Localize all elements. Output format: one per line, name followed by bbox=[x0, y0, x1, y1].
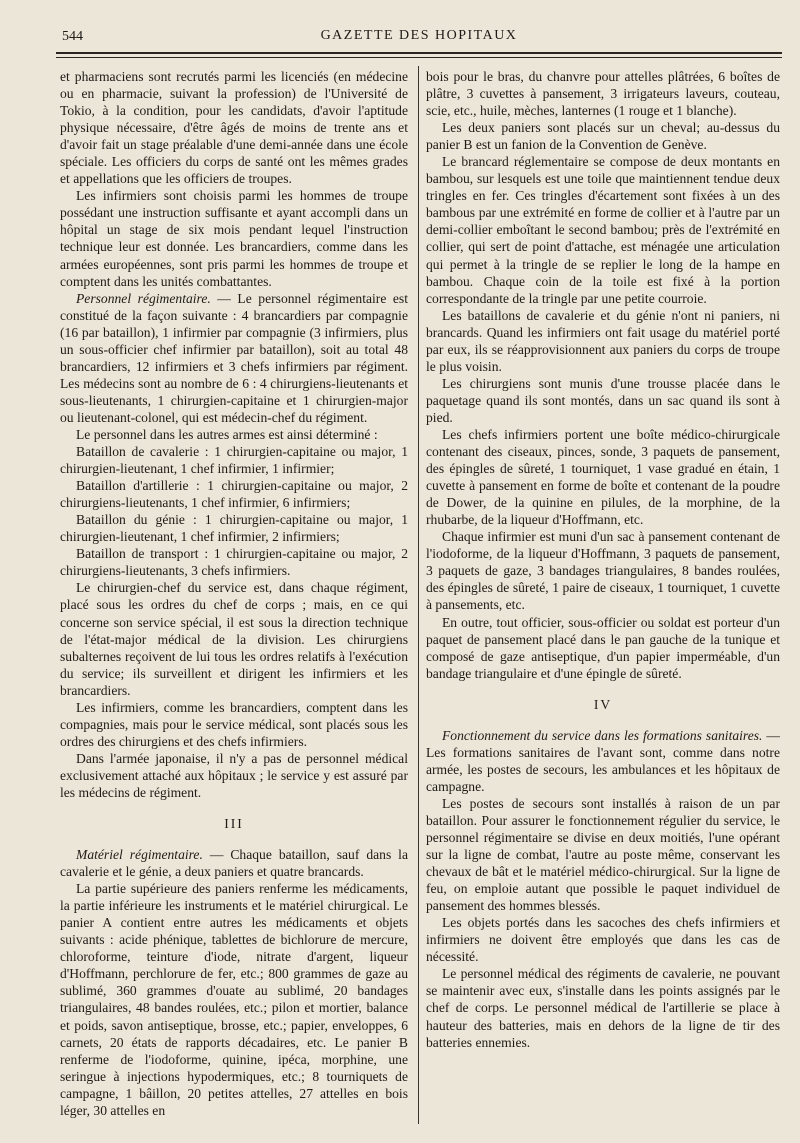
paragraph bbox=[60, 846, 408, 880]
paragraph: Bataillon de transport : 1 chirurgien-capitaine ou major, 2 chirurgiens-lieutenants, 3 chefs infirmiers. bbox=[60, 546, 408, 579]
header-rule-thick bbox=[56, 52, 782, 54]
paragraph: Bataillon de cavalerie : 1 chirurgien-capitaine ou major, 1 chirurgien-lieutenant, 1 chef infirmier, 1 infirmier; bbox=[60, 444, 408, 477]
paragraph: Le personnel dans les autres armes est ainsi déterminé : bbox=[76, 426, 378, 442]
journal-title: GAZETTE DES HOPITAUX bbox=[320, 28, 518, 43]
paragraph: Les chirurgiens sont munis d'une trousse placée dans le paquetage quand ils sont montés, dans un sac quand ils sont à pied. bbox=[426, 375, 780, 425]
section-number: III bbox=[224, 816, 244, 832]
paragraph-text: — Le personnel régimentaire est constitué de la façon suivante : 4 brancardiers par compagnie (16 par bataillon), 1 infirmier par compagnie (3 infirmiers, plus un sous-officier chef infirmier par bataillon), soit au total 48 brancardiers, 12 infirmiers et 3 chefs infirmiers par régiment. Les médecins sont au nombre de 6 : 4 chirurgiens-lieutenants et sous-lieutenants, 1 chirurgien-capitaine et 1 chirurgien-major ou lieutenant-colonel, qui est médecin-chef du régiment. bbox=[60, 290, 408, 425]
paragraph: Le chirurgien-chef du service est, dans chaque régiment, placé sous les ordres du chef de corps ; mais, en ce qui concerne son service spécial, il est sous la direction technique de l'état-major médical de la division. Les chirurgiens subalternes reçoivent de lui tous les ordres relatifs à l'exécution du service; ils surveillent et dirigent les infirmiers et les brancardiers. bbox=[60, 580, 408, 698]
paragraph-heading: Personnel régimentaire. bbox=[76, 290, 211, 306]
paragraph-text: — Les formations sanitaires de l'avant sont, comme dans notre armée, les postes de secours, les ambulances et les hôpitaux de campagne. bbox=[426, 727, 780, 794]
paragraph: La partie supérieure des paniers renferme les médicaments, la partie inférieure les instruments et le matériel chirurgical. Le panier A contient entre autres les médicaments et objets suivants : acide phénique, tablettes de bichlorure de mercure, chloroforme, teinture d'iode, nitrate d'argent, liqueur d'Hoffmann, perchlorure de fer, etc.; 800 grammes de gaze au sublimé, 360 grammes d'ouate au sublimé, 20 bandages triangulaires, 48 bandes roulées, etc.; pilon et mortier, balance et poids, savon antiseptique, brosse, etc.; papier, enveloppes, 6 carnets, 20 états de rapports décadaires, etc. Le panier B renferme de l'iodoforme, quinine, ipéca, morphine, une seringue à injections hypodermiques, etc.; 8 tourniquets de campagne, 1 bâillon, 20 petites attelles, 27 attelles en bois léger, 30 attelles en bbox=[60, 881, 408, 1118]
paragraph: bois pour le bras, du chanvre pour attelles plâtrées, 6 boîtes de plâtre, 3 cuvettes à pansement, 3 irrigateurs laveurs, couteau, scie, etc., huile, mèches, lanternes (1 rouge et 1 blanche). bbox=[426, 69, 780, 119]
column-divider bbox=[418, 66, 419, 1124]
paragraph: Les infirmiers, comme les brancardiers, comptent dans les compagnies, mais pour le service médical, sont placés sous les ordres des chirurgiens et des chefs infirmiers. bbox=[60, 699, 408, 749]
paragraph-text: — Chaque bataillon, sauf dans la cavalerie et le génie, a deux paniers et quatre brancards. bbox=[60, 847, 408, 880]
paragraph-heading: Fonctionnement du service dans les formations sanitaires. bbox=[442, 727, 763, 743]
paragraph: Chaque infirmier est muni d'un sac à pansement contenant de l'iodoforme, de la liqueur d'Hoffmann, 3 paquets de pansement, 3 paquets de gaze, 3 bandages triangulaires, 8 bandes roulées, des épingles de sûreté, 1 paire de ciseaux, 1 tourniquet, 1 cuvette à pansements, etc. bbox=[426, 529, 780, 613]
paragraph: Bataillon d'artillerie : 1 chirurgien-capitaine ou major, 2 chirurgiens-lieutenants, 1 chef infirmier, 6 infirmiers; bbox=[60, 478, 408, 511]
paragraph bbox=[426, 727, 780, 795]
paragraph: En outre, tout officier, sous-officier ou soldat est porteur d'un paquet de pansement placé dans le pan gauche de la tunique et composé de gaze antiseptique, d'un papier imperméable, d'un bandage triangulaire et d'une épingle de sûreté. bbox=[426, 614, 780, 681]
paragraph-heading: Matériel régimentaire. bbox=[76, 847, 203, 863]
paragraph: Bataillon du génie : 1 chirurgien-capitaine ou major, 1 chirurgien-lieutenant, 1 chef infirmier, 2 infirmiers; bbox=[60, 512, 408, 545]
paragraph: Les deux paniers sont placés sur un cheval; au-dessus du panier B est un fanion de la Convention de Genève. bbox=[426, 120, 780, 153]
paragraph: Les infirmiers sont choisis parmi les hommes de troupe possédant une instruction suffisante et ayant accompli dans un hôpital un stage de six mois pendant lequel l'instruction technique leur est donnée. Les brancardiers, comme dans les armées européennes, sont pris parmi les hommes de troupe et comptent dans les unités combattantes. bbox=[60, 188, 408, 289]
paragraph: Les objets portés dans les sacoches des chefs infirmiers et infirmiers ne doivent être employés que dans les cas de nécessité. bbox=[426, 915, 780, 965]
left-column bbox=[60, 68, 408, 1119]
paragraph: et pharmaciens sont recrutés parmi les licenciés (en médecine ou en pharmacie, suivant la profession) de l'Université de Tokio, à la condition, pour les candidats, d'avoir l'aptitude physique nécessaire, d'être âgés de moins de trente ans et d'avoir fait un stage préalable d'une demi-année dans une école spéciale. Les officiers du corps de santé ont les mêmes grades et appellations que les officiers de troupes. bbox=[60, 69, 408, 187]
paragraph: Le brancard réglementaire se compose de deux montants en bambou, sur lesquels est une toile que maintiennent tendue deux tringles en fer. Ces tringles d'écartement sont fixées à un des bambous par une extrémité en forme de collier et à l'autre par un demi-collier emboîtant le second bambou; près de l'extrémité en collier, qui sert de point d'attache, est ménagée une articulation qui permet à la tringle de se replier le long de la hampe en bambou. Chaque coin de la toile est fixé à la portion correspondante de la tringle par une petite courroie. bbox=[426, 154, 780, 306]
page-header bbox=[56, 26, 782, 48]
page-number: 544 bbox=[62, 29, 83, 44]
section-number: IV bbox=[593, 696, 613, 712]
paragraph: Les postes de secours sont installés à raison de un par bataillon. Pour assurer le fonctionnement régulier du service, le personnel régimentaire se divise en deux moitiés, l'une opérant sur la ligne de combat, l'autre au poste même, conservant les chevaux de bât et le matériel médico-chirurgical. Sur la ligne de feu, on emploie autant que possible le paquet individuel de pansement des hommes blessés. bbox=[426, 795, 780, 914]
paragraph: Le personnel médical des régiments de cavalerie, ne pouvant se maintenir avec eux, s'installe dans les points assignés par le chef de corps. Le personnel médical de l'artillerie se place à hauteur des batteries, mais en dehors de la ligne de tir des batteries ennemies. bbox=[426, 966, 780, 1050]
header-rule-thin bbox=[56, 57, 782, 58]
paragraph: Les chefs infirmiers portent une boîte médico-chirurgicale contenant des ciseaux, pinces, sonde, 3 paquets de pansement, des épingles de sûreté, 1 tourniquet, 1 vase gradué en étain, 1 cuvette à pansement en forme de boîte et contenant de la poudre de Dower, de la quinine en pilules, de la morphine, de la rhubarbe, de la liqueur d'Hoffmann, etc. bbox=[426, 426, 780, 528]
paragraph: Dans l'armée japonaise, il n'y a pas de personnel médical exclusivement attaché aux hôpitaux ; le service y est assuré par les médecins de régiment. bbox=[60, 750, 408, 800]
paragraph bbox=[60, 290, 408, 426]
paragraph: Les bataillons de cavalerie et du génie n'ont ni paniers, ni brancards. Quand les infirmiers ont fait usage du matériel porté par eux, ils se réapprovisionnent aux paniers du corps de troupe le plus voisin. bbox=[426, 307, 780, 374]
right-column bbox=[426, 68, 780, 1051]
